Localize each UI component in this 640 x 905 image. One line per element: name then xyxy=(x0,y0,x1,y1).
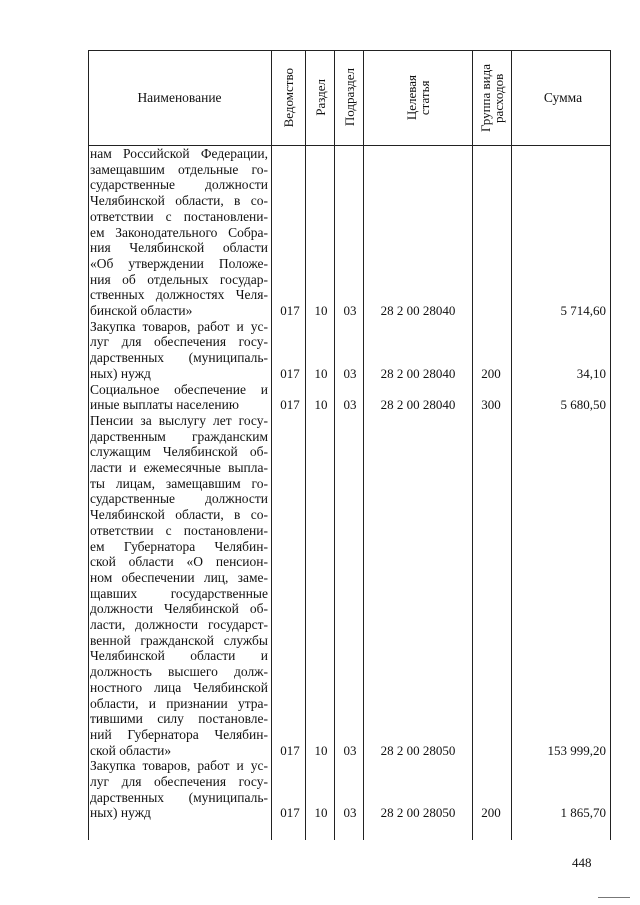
row-name-line: нам Российской Федерации, xyxy=(90,146,268,161)
row-name xyxy=(90,382,268,413)
row-name-line: Закупка товаров, работ и ус- xyxy=(90,318,268,334)
row-podrazdel: 03 xyxy=(343,397,357,413)
row-name-line: щавших государственные xyxy=(90,585,268,601)
row-celevaya: 28 2 00 28040 xyxy=(380,365,456,381)
row-celevaya: 28 2 00 28050 xyxy=(380,742,456,758)
row-razdel: 10 xyxy=(314,365,328,381)
row-name-line: ответствии с постановлени- xyxy=(90,522,268,538)
header-vedomstvo: Ведомство xyxy=(281,67,296,128)
budget-table xyxy=(88,50,611,840)
row-summa: 153 999,20 xyxy=(547,742,606,758)
row-name-line: ласти, должности государст- xyxy=(90,617,268,633)
row-vedomstvo: 017 xyxy=(280,742,300,758)
row-name-line: сударственные должности xyxy=(90,491,268,507)
row-summa: 1 865,70 xyxy=(560,805,606,821)
header-vedomstvo-cell xyxy=(272,50,305,145)
row-celevaya: 28 2 00 28040 xyxy=(380,303,456,318)
row-gruppa: 200 xyxy=(481,365,501,381)
header-razdel: Раздел xyxy=(312,79,328,116)
row-name-line: Социальное обеспечение и xyxy=(90,381,268,397)
row-name-line: бинской области» xyxy=(90,303,193,319)
row-name-line: Пенсии за выслугу лет госу- xyxy=(90,412,268,428)
row-name-line: сударственные должности xyxy=(90,177,268,193)
row-name-line: ской области «О пенсион- xyxy=(90,554,268,570)
page-number: 448 xyxy=(572,855,592,870)
header-gruppa-cell xyxy=(473,50,511,145)
row-name-line: области, и признании утра- xyxy=(90,695,268,711)
row-name-line: ты лицам, замещавшим го- xyxy=(90,475,268,491)
row-name-line: луг для обеспечения госу- xyxy=(90,774,268,789)
row-summa: 5 680,50 xyxy=(560,397,606,413)
row-name-line: «Об утверждении Положе- xyxy=(90,255,268,271)
row-podrazdel: 03 xyxy=(343,805,357,821)
row-celevaya: 28 2 00 28040 xyxy=(380,397,456,413)
header-podrazdel-cell xyxy=(335,50,363,145)
row-name-line: ответствии с постановлени- xyxy=(90,208,268,224)
row-name-line: ственных должностях Челя- xyxy=(90,287,268,303)
scan-edge-mark xyxy=(598,897,630,898)
row-celevaya: 28 2 00 28050 xyxy=(380,805,456,821)
row-name-line: дарственных (муниципаль- xyxy=(90,350,268,366)
row-razdel: 10 xyxy=(314,397,328,413)
row-name-line: служащим Челябинской об- xyxy=(90,444,268,460)
row-name xyxy=(90,413,268,758)
table-border-right xyxy=(610,50,611,840)
row-name-line: должность высшего долж- xyxy=(90,664,268,680)
header-celevaya-cell xyxy=(364,50,472,145)
header-razdel-cell xyxy=(306,50,334,145)
column-divider xyxy=(305,50,306,840)
row-name-line: ем Законодательного Собра- xyxy=(90,224,268,240)
row-gruppa: 200 xyxy=(481,805,501,821)
row-podrazdel: 03 xyxy=(343,303,357,318)
row-name-line: ний Губернатора Челябин- xyxy=(90,726,268,742)
header-podrazdel: Подраздел xyxy=(341,68,357,127)
row-name-line: ния об отдельных государ- xyxy=(90,271,268,287)
row-name-line: Закупка товаров, работ и ус- xyxy=(90,758,268,774)
row-name-line: ем Губернатора Челябин- xyxy=(90,538,268,554)
row-name-line: ностного лица Челябинской xyxy=(90,679,268,695)
header-gruppa: Группа вида расходов xyxy=(478,63,506,132)
row-name-line: дарственным гражданским xyxy=(90,428,268,444)
row-razdel: 10 xyxy=(314,303,328,318)
row-name-line: Челябинской области и xyxy=(90,648,268,664)
row-name xyxy=(90,146,268,319)
row-podrazdel: 03 xyxy=(343,365,357,381)
header-name: Наименование xyxy=(137,90,222,105)
row-name xyxy=(90,319,268,382)
row-name-line: ласти и ежемесячные выпла- xyxy=(90,460,268,475)
row-name-line: Челябинской области, в со- xyxy=(90,507,268,523)
column-divider xyxy=(334,50,335,840)
column-divider xyxy=(271,50,272,840)
row-name-line: луг для обеспечения госу- xyxy=(90,334,268,350)
row-vedomstvo: 017 xyxy=(280,397,300,413)
header-celevaya: Целевая статья xyxy=(404,74,432,121)
row-vedomstvo: 017 xyxy=(280,303,300,318)
row-name-line: иные выплаты населению xyxy=(90,397,239,413)
table-border-left xyxy=(88,50,89,840)
row-name-line: замещавшим отдельные го- xyxy=(90,161,268,177)
row-name-line: ской области» xyxy=(90,742,172,758)
row-gruppa: 300 xyxy=(481,397,501,413)
row-name xyxy=(90,758,268,821)
header-summa: Сумма xyxy=(543,90,583,105)
row-name-line: ных) нужд xyxy=(90,365,151,381)
row-name-line: ния Челябинской области xyxy=(90,240,268,256)
column-divider xyxy=(472,50,473,840)
row-name-line: венной гражданской службы xyxy=(90,632,268,648)
column-divider xyxy=(363,50,364,840)
row-razdel: 10 xyxy=(314,742,328,758)
row-summa: 5 714,60 xyxy=(560,303,606,318)
row-vedomstvo: 017 xyxy=(280,365,300,381)
row-name-line: Челябинской области, в со- xyxy=(90,193,268,209)
row-name-line: ных) нужд xyxy=(90,805,151,821)
row-name-line: должности Челябинской об- xyxy=(90,601,268,617)
row-name-line: ном обеспечении лиц, заме- xyxy=(90,569,268,585)
column-divider xyxy=(511,50,512,840)
row-name-line: тившими силу постановле- xyxy=(90,711,268,727)
row-podrazdel: 03 xyxy=(343,742,357,758)
row-name-line: дарственных (муниципаль- xyxy=(90,789,268,805)
row-vedomstvo: 017 xyxy=(280,805,300,821)
row-summa: 34,10 xyxy=(576,365,606,381)
row-razdel: 10 xyxy=(314,805,328,821)
